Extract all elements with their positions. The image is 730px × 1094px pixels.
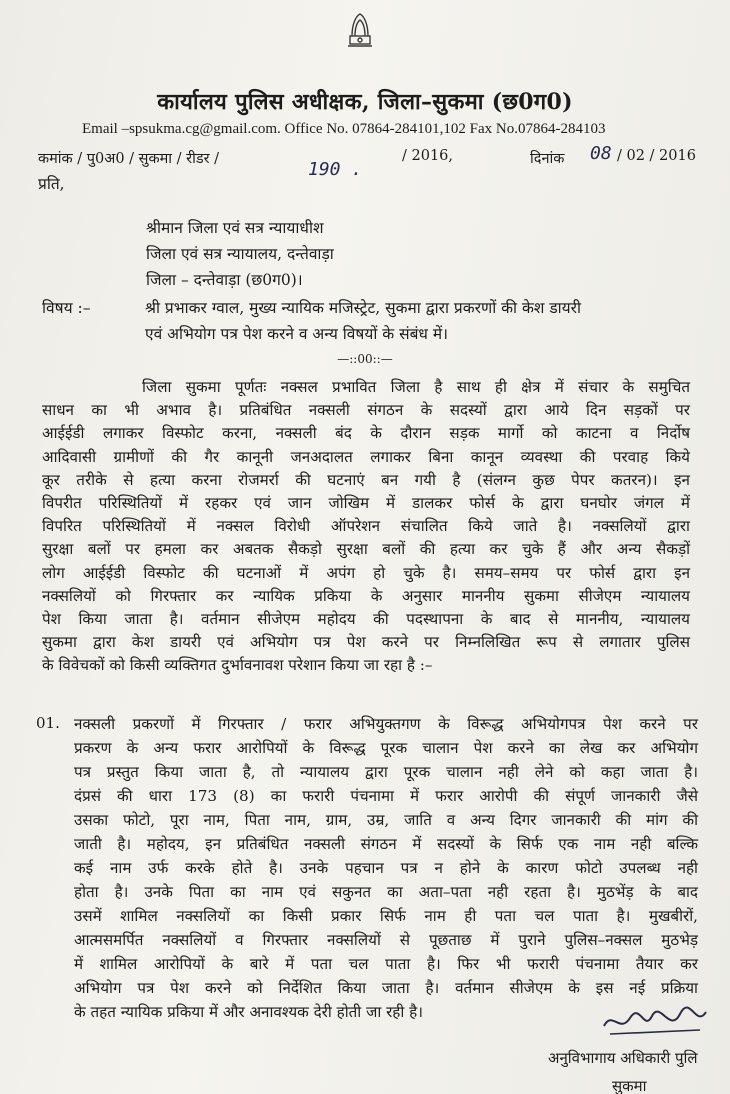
point-line: होता है। उनके पिता का नाम एवं सकुनत का अता–पता नही रहता है। मुठभेंड़ के बाद [74, 883, 698, 901]
paragraph-line: लोग आईईडी विस्फोट की घटनाओं में अपंग हो चुके है। समय–समय पर फोर्स द्वारा इन [42, 563, 690, 582]
paragraph-line: जिला सुकमा पूर्णतः नक्सल प्रभावित जिला है साथ ही क्षेत्र में संचार के समुचित [142, 378, 690, 396]
point-line: के तहत न्यायिक प्रकिया में और अनावश्यक देरी होती जा रही है। [74, 1003, 423, 1021]
point-line: नक्सली प्रकरणों में गिरफ्तार / फरार अभियुक्तगण के विरूद्ध अभियोगपत्र पेश करने पर [74, 715, 698, 733]
paragraph-line: आईईडी लगाकर विस्फोट करना, नक्सली बंद के दौरान सड़क मार्गो को काटना व निर्दोष [42, 424, 690, 443]
point-1-text [74, 712, 698, 1024]
paragraph-line: विपरित परिस्थितियों में नक्सल विरोधी ऑपरेशन संचालित किये जाते है। नक्सलियों द्वारा [42, 517, 690, 536]
date-label: दिनांक [530, 151, 565, 167]
reference-prefix: कमांक / पु0अ0 / सुकमा / रीडर / [38, 151, 220, 167]
paragraph-line: विपरीत परिस्थितियों में रहकर एवं जान जोखिम में डालकर फोर्स के द्वारा घनघोर जंगल में [42, 494, 690, 513]
paragraph-line: कूर तरीके से हत्या करना रोजमर्रा की घटनाएं बन गयी है (संलग्न कुछ पेपर कतरन)। इन [42, 470, 690, 489]
signature-designation: अनुविभागाय अधिकारी पुलि [548, 1049, 698, 1067]
office-title: कार्यालय पुलिस अधीक्षक, जिला–सुकमा (छ0ग0) [157, 89, 573, 115]
point-line: उसका फोटो, पूरा नाम, पिता नाम, ग्राम, उम्र, जाति व अन्य दिगर जानकारी की मांग की [74, 811, 698, 829]
reference-number-handwritten: 190 . [308, 159, 363, 180]
point-line: आत्मसमर्पित नक्सलियों व गिरफ्तार नक्सलियों से पूछताछ में पुराने पुलिस–नक्सल मुठभेड़ [74, 931, 698, 949]
point-line: दंप्रसं की धारा 173 (8) का फरारी पंचनामा में फरार आरोपी की संपूर्ण जानकारी जैसे [74, 787, 698, 805]
point-number: 01. [36, 714, 60, 732]
point-line: उसमें शामिल नक्सलियों का किसी प्रकार सिर्फ नाम ही पता चल पाता है। मुखबीरों, [74, 907, 698, 925]
paragraph-line: आदिवासी ग्रामीणों की गैर कानूनी जनअदालत लगाकर बिना कानून व्यवस्था की परवाह किये [42, 447, 690, 466]
contact-line: Email –spsukma.cg@gmail.com. Office No. 07864-284101,102 Fax No.07864-284103 [82, 121, 606, 137]
point-line: कई नाम उर्फ करके होते है। उनके पहचान पत्र न होने के कारण फोटो उपलब्ध नही [74, 859, 698, 877]
point-line: जाती है। महोदय, इन प्रतिबंधित नक्सली संगठन में सदस्यों के सिर्फ एक नाम नही बल्कि [74, 835, 698, 853]
subject-line-1: श्री प्रभाकर ग्वाल, मुख्य न्यायिक मजिस्ट्रेट, सुकमा द्वारा प्रकरणों की केश डायरी [145, 299, 582, 317]
signature-place: सुकमा [612, 1077, 647, 1094]
to-label: प्रति, [38, 175, 65, 193]
separator: —::00::— [337, 352, 393, 366]
paragraph-line: सुकमा द्वारा केश डायरी एवं अभियोग पत्र पेश करने पर निम्नलिखित रूप से लगातार पुलिस [42, 633, 690, 652]
point-line: पत्र प्रस्तुत किया जाता है, तो न्यायालय द्वारा पूरक चालान नही लेने को कहा जाता है। [74, 763, 698, 781]
recipient-line: श्रीमान जिला एवं सत्र न्यायाधीश [146, 219, 324, 237]
paragraph-line: सुरक्षा बलों पर हमला कर अबतक सैकड़ो सुरक्षा बलों की हत्या कर चुके हैं और अन्य सैकड़ों [42, 540, 690, 559]
point-line: अभियोग पत्र पेश करने को निर्देशित किया जाता है। वर्तमान सीजेएम के इस नई प्रक्रिया [74, 979, 698, 997]
date-day-handwritten: 08 [590, 143, 612, 164]
recipient-line: जिला – दन्तेवाड़ा (छ0ग0)। [146, 271, 303, 289]
paragraph-line: के विवेचकों को किसी व्यक्तिगत दुर्भावनावश परेशान किया जा रहा है :– [42, 656, 433, 675]
paragraph-line: पेश किया जाता है। वर्तमान सीजेएम महोदय की पदस्थापना के बाद से माननीय, न्यायालय [42, 610, 690, 629]
point-line: प्रकरण के अन्य फरार आरोपियों के विरूद्ध पूरक चालान पेश करने का लेख कर अभियोग [74, 739, 698, 757]
reference-year: / 2016, [402, 148, 454, 164]
subject-label: विषय :– [42, 299, 91, 317]
subject-line-2: एवं अभियोग पत्र पेश करने व अन्य विषयों के संबंध में। [145, 325, 449, 343]
ashoka-emblem-icon [338, 8, 382, 52]
point-line: में शामिल आरोपियों के बारे में पता चल पाता है। फिर भी फरारी पंचनामा तैयार कर [74, 955, 698, 973]
paragraph-line: नक्सलियों को गिरफ्तार कर न्यायिक प्रकिया के अनुसार माननीय सुकमा सीजेएम न्यायालय [42, 586, 690, 605]
date-rest: / 02 / 2016 [617, 148, 696, 164]
paragraph-line: साधन का भी अभाव है। प्रतिबंधित नक्सली संगठन के सदस्यों द्वारा आये दिन सड़कों पर [42, 401, 690, 420]
signature-scribble [600, 1004, 710, 1044]
paragraph-1 [42, 376, 690, 678]
recipient-line: जिला एवं सत्र न्यायालय, दन्तेवाड़ा [146, 245, 334, 263]
